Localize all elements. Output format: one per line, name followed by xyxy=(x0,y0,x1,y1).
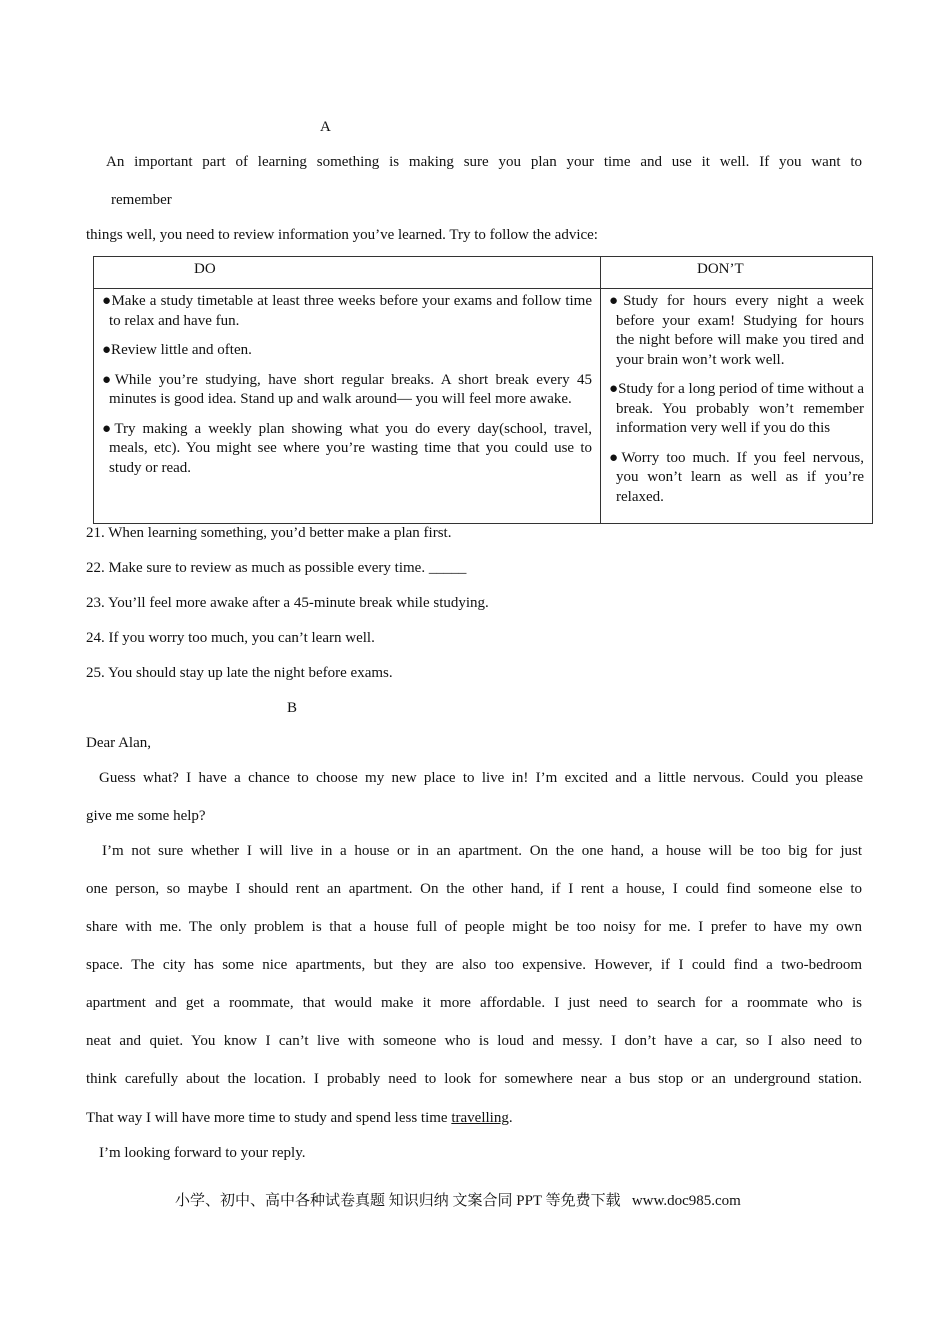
page-footer: 小学、初中、高中各种试卷真题 知识归纳 文案合同 PPT 等免费下载 www.doc985.com xyxy=(175,1193,741,1209)
letter-closing: I’m looking forward to your reply. xyxy=(99,1145,306,1161)
question-25: 25. You should stay up late the night before exams. xyxy=(86,665,393,681)
question-24: 24. If you worry too much, you can’t learn well. xyxy=(86,630,375,646)
letter-p2-line: think carefully about the location. I probably need to look for somewhere near a bus stop or an underground station. xyxy=(86,1071,862,1087)
letter-greeting: Dear Alan, xyxy=(86,735,151,751)
do-item: ●Review little and often. xyxy=(102,342,252,358)
dont-item: ●Study for hours every night a week before your exam! Studying for hours the night before will make you tired and your brain won’t work well. xyxy=(609,293,864,368)
do-item: ●Try making a weekly plan showing what you do every day(school, travel, meals, etc). You might see where you’re wasting time that you could use to study or read. xyxy=(102,420,592,476)
dont-cell xyxy=(601,289,873,524)
dont-item: ●Worry too much. If you feel nervous, you won’t learn as well as if you’re relaxed. xyxy=(609,449,864,505)
section-a-heading: A xyxy=(320,119,331,135)
letter-p1-line: give me some help? xyxy=(86,808,206,824)
text: That way I will have more time to study and spend less time xyxy=(86,1110,452,1126)
intro-line-2: remember xyxy=(111,192,172,208)
dont-item: ●Study for a long period of time without a break. You probably won’t remember information very well if you do this xyxy=(609,381,864,436)
text: . xyxy=(508,1110,513,1126)
letter-p1-line: Guess what? I have a chance to choose my new place to live in! I’m excited and a little nervous. Could you please xyxy=(99,770,863,786)
question-23: 23. You’ll feel more awake after a 45-minute break while studying. xyxy=(86,595,489,611)
letter-p2-line: one person, so maybe I should rent an apartment. On the other hand, if I rent a house, I could find someone else to xyxy=(86,881,862,897)
do-cell xyxy=(94,289,601,524)
letter-p2-line: apartment and get a roommate, that would make it more affordable. I just need to search for a roommate who is xyxy=(86,995,862,1011)
question-22: 22. Make sure to review as much as possible every time. _____ xyxy=(86,560,467,576)
underlined-word: travelling xyxy=(451,1110,509,1126)
letter-p2-line: share with me. The only problem is that a house full of people might be too noisy for me. I prefer to have my own xyxy=(86,919,862,935)
letter-p2-last-line xyxy=(86,1109,513,1127)
letter-p2-line: space. The city has some nice apartments, but they are also too expensive. However, if I could find a two-bedroom xyxy=(86,957,862,973)
letter-p2-line: I’m not sure whether I will live in a house or in an apartment. On the one hand, a house will be too big for just xyxy=(102,843,862,859)
intro-line-3: things well, you need to review information you’ve learned. Try to follow the advice: xyxy=(86,227,598,243)
section-b-heading: B xyxy=(287,700,298,716)
advice-table xyxy=(93,256,873,524)
do-item: ●Make a study timetable at least three weeks before your exams and follow time to relax and have fun. xyxy=(102,293,592,329)
dont-header: DON’T xyxy=(601,257,873,289)
intro-line-1: An important part of learning something is making sure you plan your time and use it well. If you want to xyxy=(106,154,862,170)
do-item: ●While you’re studying, have short regular breaks. A short break every 45 minutes is good idea. Stand up and walk around— you will feel more awake. xyxy=(102,371,592,407)
question-21: 21. When learning something, you’d better make a plan first. xyxy=(86,525,452,541)
letter-p2-line: neat and quiet. You know I can’t live with someone who is loud and messy. I don’t have a car, so I also need to xyxy=(86,1033,862,1049)
do-header: DO xyxy=(94,257,601,289)
